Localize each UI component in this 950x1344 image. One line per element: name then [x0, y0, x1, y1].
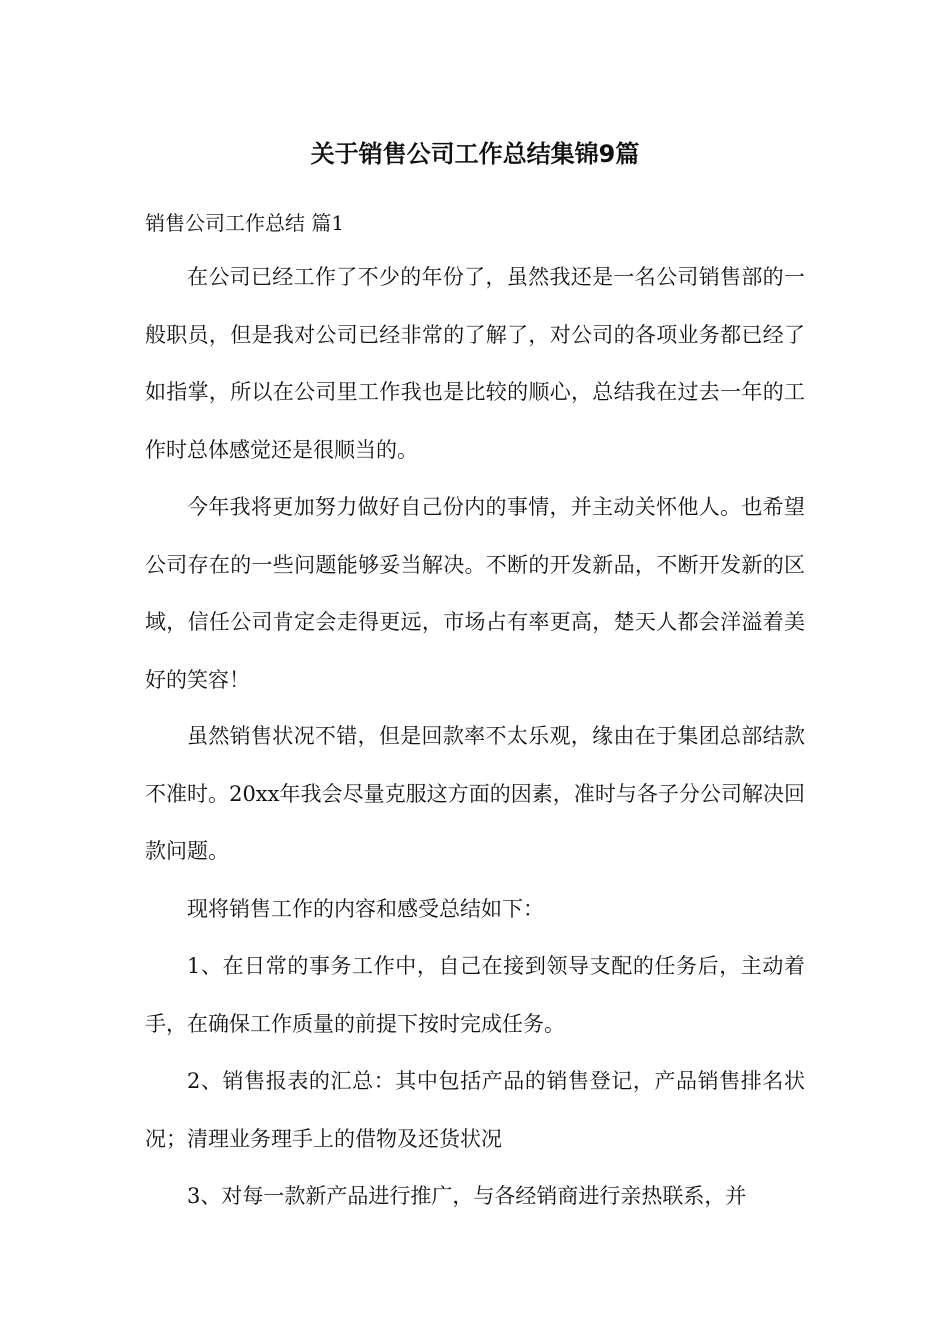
- list-item-1: 1、在日常的事务工作中，自己在接到领导支配的任务后，主动着手，在确保工作质量的前提下按时完成任务。: [145, 954, 805, 1036]
- paragraph-4: 现将销售工作的内容和感受总结如下：: [187, 897, 544, 921]
- list-item-3: 3、对每一款新产品进行推广，与各经销商进行亲热联系，并: [187, 1184, 747, 1208]
- section-heading: 销售公司工作总结 篇1: [145, 211, 345, 235]
- document-title: 关于销售公司工作总结集锦9篇: [310, 140, 640, 168]
- paragraph-2: 今年我将更加努力做好自己份内的事情，并主动关怀他人。也希望公司存在的一些问题能够妥当解决。不断的开发新品，不断开发新的区域，信任公司肯定会走得更远，市场占有率更高，楚天人都会洋溢着美好的笑容！: [145, 495, 805, 692]
- paragraph-1: 在公司已经工作了不少的年份了，虽然我还是一名公司销售部的一般职员，但是我对公司已经非常的了解了，对公司的各项业务都已经了如指掌，所以在公司里工作我也是比较的顺心，总结我在过去一年的工作时总体感觉还是很顺当的。: [145, 265, 805, 462]
- list-item-2: 2、销售报表的汇总：其中包括产品的销售登记，产品销售排名状况；清理业务理手上的借物及还货状况: [145, 1069, 805, 1151]
- paragraph-3: 虽然销售状况不错，但是回款率不太乐观，缘由在于集团总部结款不准时。20xx年我会尽量克服这方面的因素，准时与各子分公司解决回款问题。: [145, 724, 805, 863]
